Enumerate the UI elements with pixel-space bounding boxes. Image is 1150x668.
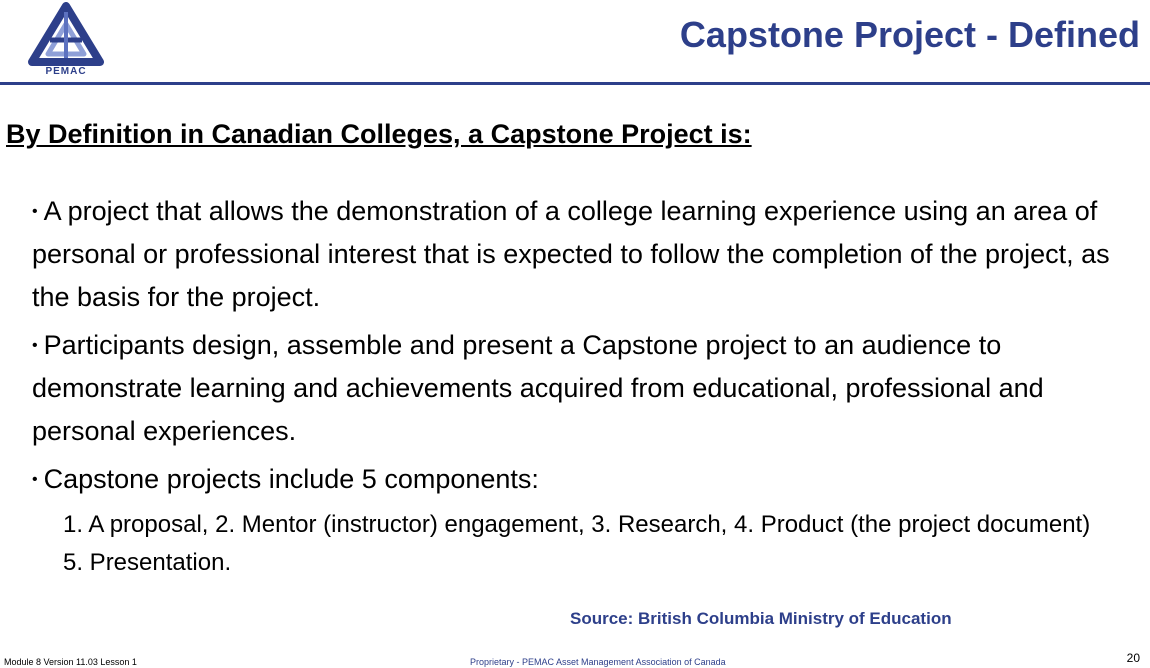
page-number: 20 xyxy=(1126,651,1140,665)
bullet-icon: • xyxy=(32,471,38,488)
bullet-item xyxy=(32,324,1112,453)
bullet-item xyxy=(32,458,1112,501)
page-title: Capstone Project - Defined xyxy=(679,14,1140,55)
bullet-text: A project that allows the demonstration of a college learning experience using an area of personal or professional interest that is expected to follow the completion of the project, as the basis for the project. xyxy=(32,196,1110,312)
bullet-text: Capstone projects include 5 components: xyxy=(43,464,539,494)
source-citation: Source: British Columbia Ministry of Education xyxy=(570,609,952,628)
logo-text: PEMAC xyxy=(45,66,87,77)
header-divider xyxy=(0,82,1150,85)
bullet-item xyxy=(32,190,1112,319)
bullet-icon: • xyxy=(32,203,38,220)
triangle-logo-icon xyxy=(28,2,104,66)
section-heading: By Definition in Canadian Colleges, a Capstone Project is: xyxy=(6,119,752,149)
bullet-list xyxy=(32,190,1112,582)
footer-proprietary: Proprietary - PEMAC Asset Management Association of Canada xyxy=(470,657,726,667)
footer-module-info: Module 8 Version 11.03 Lesson 1 xyxy=(4,657,137,667)
components-list: 1. A proposal, 2. Mentor (instructor) engagement, 3. Research, 4. Product (the project document) 5. Presentation. xyxy=(63,511,1091,576)
bullet-text: Participants design, assemble and present a Capstone project to an audience to demonstrate learning and achievements acquired from educational, professional and personal experiences. xyxy=(32,330,1044,446)
bullet-icon: • xyxy=(32,337,38,354)
pemac-logo xyxy=(28,2,104,80)
